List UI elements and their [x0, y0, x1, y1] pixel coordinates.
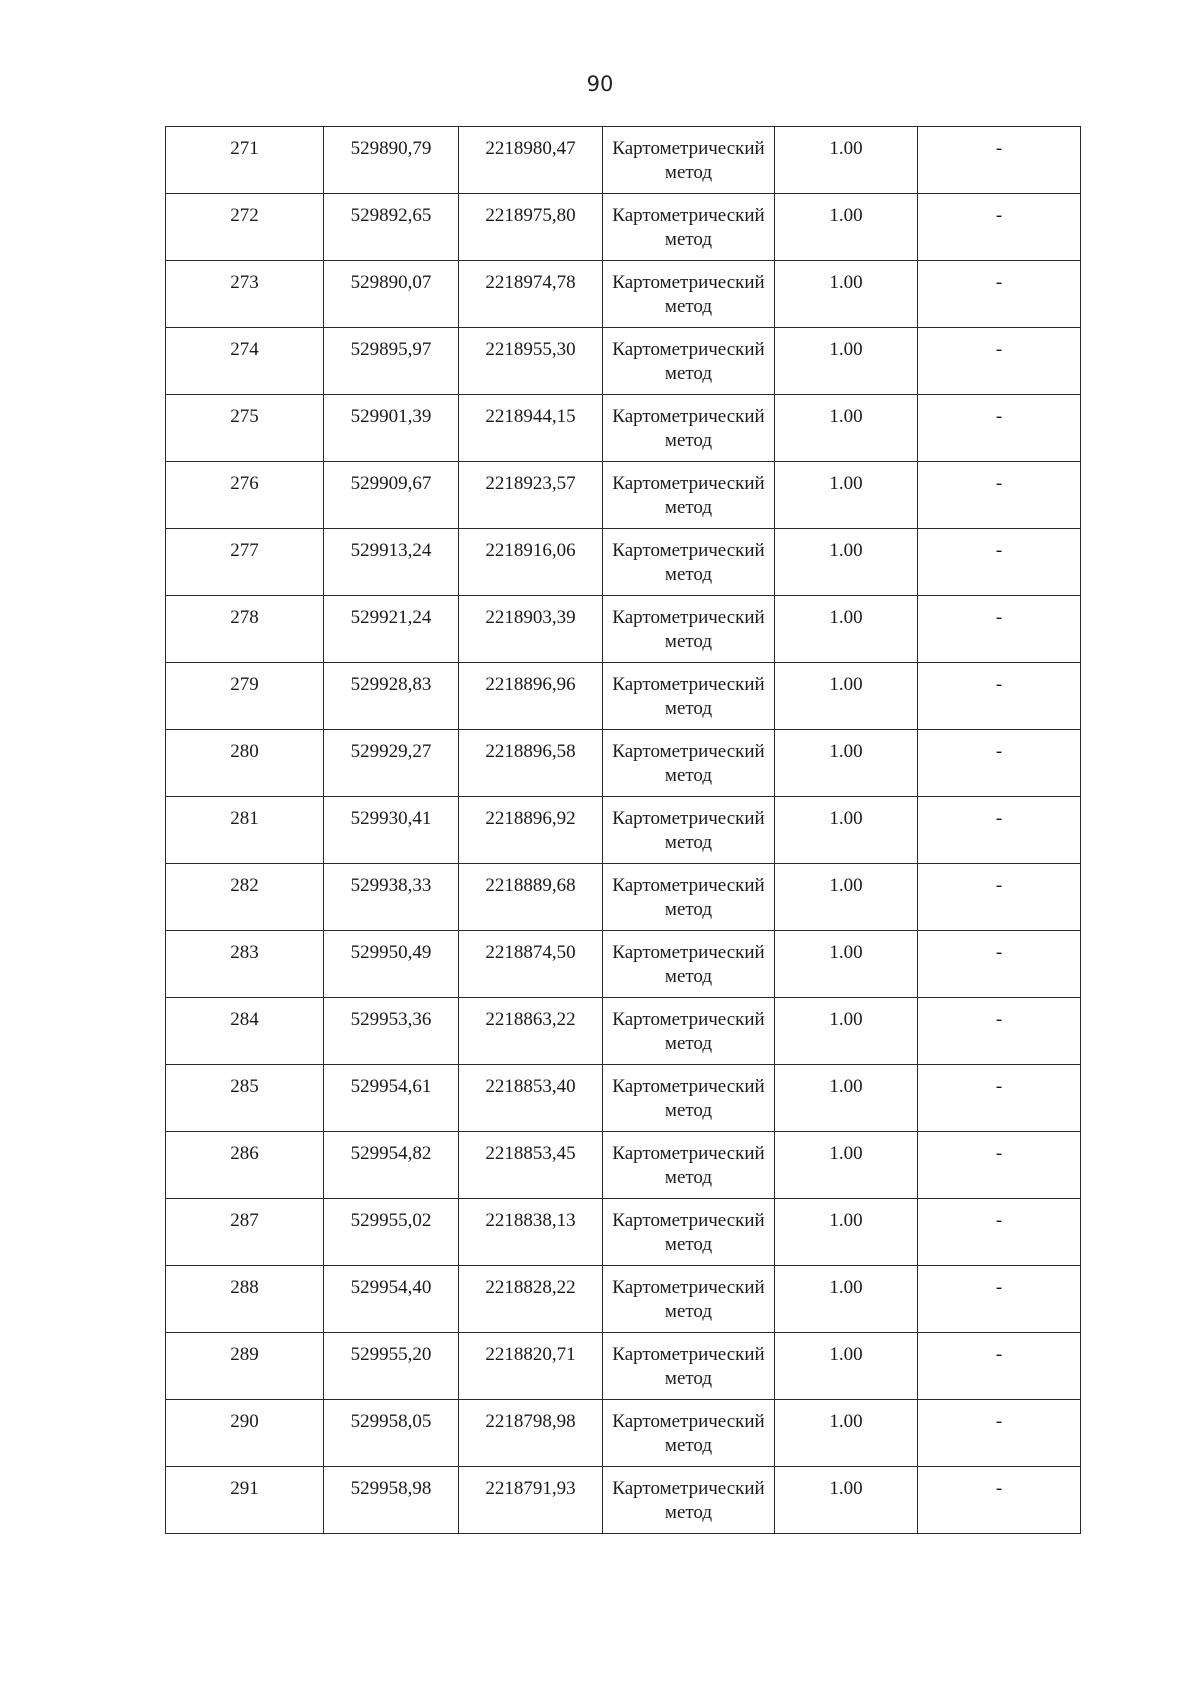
x-coordinate-cell: 529930,41: [324, 797, 459, 864]
accuracy-cell: 1.00: [775, 931, 918, 998]
description-cell: -: [918, 1065, 1081, 1132]
accuracy-cell: 1.00: [775, 864, 918, 931]
description-cell: -: [918, 797, 1081, 864]
point-number-cell: 282: [166, 864, 324, 931]
x-coordinate-cell: 529954,40: [324, 1266, 459, 1333]
table-row: [166, 864, 1081, 931]
page-number: 90: [586, 72, 614, 96]
point-number-cell: 271: [166, 127, 324, 194]
accuracy-cell: 1.00: [775, 529, 918, 596]
x-coordinate-cell: 529958,05: [324, 1400, 459, 1467]
method-cell: Картометрический метод: [603, 1333, 775, 1400]
y-coordinate-cell: 2218828,22: [459, 1266, 603, 1333]
x-coordinate-cell: 529954,61: [324, 1065, 459, 1132]
table-row: [166, 596, 1081, 663]
accuracy-cell: 1.00: [775, 730, 918, 797]
accuracy-cell: 1.00: [775, 328, 918, 395]
y-coordinate-cell: 2218863,22: [459, 998, 603, 1065]
y-coordinate-cell: 2218923,57: [459, 462, 603, 529]
accuracy-cell: 1.00: [775, 663, 918, 730]
table-row: [166, 931, 1081, 998]
y-coordinate-cell: 2218798,98: [459, 1400, 603, 1467]
table-row: [166, 462, 1081, 529]
point-number-cell: 287: [166, 1199, 324, 1266]
accuracy-cell: 1.00: [775, 1199, 918, 1266]
point-number-cell: 277: [166, 529, 324, 596]
point-number-cell: 290: [166, 1400, 324, 1467]
coordinates-table: [165, 126, 1081, 1534]
x-coordinate-cell: 529958,98: [324, 1467, 459, 1534]
accuracy-cell: 1.00: [775, 1065, 918, 1132]
y-coordinate-cell: 2218791,93: [459, 1467, 603, 1534]
method-cell: Картометрический метод: [603, 864, 775, 931]
y-coordinate-cell: 2218896,58: [459, 730, 603, 797]
point-number-cell: 286: [166, 1132, 324, 1199]
x-coordinate-cell: 529909,67: [324, 462, 459, 529]
point-number-cell: 273: [166, 261, 324, 328]
description-cell: -: [918, 931, 1081, 998]
y-coordinate-cell: 2218838,13: [459, 1199, 603, 1266]
point-number-cell: 284: [166, 998, 324, 1065]
x-coordinate-cell: 529928,83: [324, 663, 459, 730]
y-coordinate-cell: 2218974,78: [459, 261, 603, 328]
table-row: [166, 998, 1081, 1065]
y-coordinate-cell: 2218980,47: [459, 127, 603, 194]
method-cell: Картометрический метод: [603, 1266, 775, 1333]
point-number-cell: 274: [166, 328, 324, 395]
accuracy-cell: 1.00: [775, 194, 918, 261]
description-cell: -: [918, 1199, 1081, 1266]
description-cell: -: [918, 529, 1081, 596]
description-cell: -: [918, 1333, 1081, 1400]
point-number-cell: 275: [166, 395, 324, 462]
y-coordinate-cell: 2218955,30: [459, 328, 603, 395]
description-cell: -: [918, 328, 1081, 395]
x-coordinate-cell: 529950,49: [324, 931, 459, 998]
accuracy-cell: 1.00: [775, 395, 918, 462]
y-coordinate-cell: 2218853,45: [459, 1132, 603, 1199]
y-coordinate-cell: 2218944,15: [459, 395, 603, 462]
x-coordinate-cell: 529892,65: [324, 194, 459, 261]
accuracy-cell: 1.00: [775, 1467, 918, 1534]
accuracy-cell: 1.00: [775, 1333, 918, 1400]
point-number-cell: 278: [166, 596, 324, 663]
x-coordinate-cell: 529895,97: [324, 328, 459, 395]
method-cell: Картометрический метод: [603, 797, 775, 864]
point-number-cell: 279: [166, 663, 324, 730]
table-row: [166, 1065, 1081, 1132]
y-coordinate-cell: 2218820,71: [459, 1333, 603, 1400]
point-number-cell: 281: [166, 797, 324, 864]
method-cell: Картометрический метод: [603, 127, 775, 194]
x-coordinate-cell: 529890,07: [324, 261, 459, 328]
y-coordinate-cell: 2218853,40: [459, 1065, 603, 1132]
table-row: [166, 194, 1081, 261]
description-cell: -: [918, 596, 1081, 663]
table-row: [166, 1400, 1081, 1467]
method-cell: Картометрический метод: [603, 395, 775, 462]
y-coordinate-cell: 2218903,39: [459, 596, 603, 663]
x-coordinate-cell: 529890,79: [324, 127, 459, 194]
method-cell: Картометрический метод: [603, 1199, 775, 1266]
table-row: [166, 529, 1081, 596]
accuracy-cell: 1.00: [775, 261, 918, 328]
coordinates-table-body: [166, 127, 1081, 1534]
table-row: [166, 663, 1081, 730]
accuracy-cell: 1.00: [775, 1400, 918, 1467]
point-number-cell: 289: [166, 1333, 324, 1400]
point-number-cell: 291: [166, 1467, 324, 1534]
x-coordinate-cell: 529954,82: [324, 1132, 459, 1199]
y-coordinate-cell: 2218975,80: [459, 194, 603, 261]
x-coordinate-cell: 529901,39: [324, 395, 459, 462]
point-number-cell: 288: [166, 1266, 324, 1333]
method-cell: Картометрический метод: [603, 998, 775, 1065]
x-coordinate-cell: 529913,24: [324, 529, 459, 596]
description-cell: -: [918, 998, 1081, 1065]
accuracy-cell: 1.00: [775, 127, 918, 194]
method-cell: Картометрический метод: [603, 1132, 775, 1199]
accuracy-cell: 1.00: [775, 797, 918, 864]
method-cell: Картометрический метод: [603, 1400, 775, 1467]
table-row: [166, 1467, 1081, 1534]
description-cell: -: [918, 462, 1081, 529]
accuracy-cell: 1.00: [775, 1132, 918, 1199]
y-coordinate-cell: 2218896,92: [459, 797, 603, 864]
description-cell: -: [918, 395, 1081, 462]
description-cell: -: [918, 194, 1081, 261]
description-cell: -: [918, 864, 1081, 931]
accuracy-cell: 1.00: [775, 596, 918, 663]
table-row: [166, 395, 1081, 462]
table-row: [166, 328, 1081, 395]
table-row: [166, 1266, 1081, 1333]
description-cell: -: [918, 1266, 1081, 1333]
description-cell: -: [918, 1400, 1081, 1467]
method-cell: Картометрический метод: [603, 663, 775, 730]
x-coordinate-cell: 529921,24: [324, 596, 459, 663]
point-number-cell: 285: [166, 1065, 324, 1132]
method-cell: Картометрический метод: [603, 529, 775, 596]
table-row: [166, 1199, 1081, 1266]
x-coordinate-cell: 529938,33: [324, 864, 459, 931]
accuracy-cell: 1.00: [775, 462, 918, 529]
x-coordinate-cell: 529955,20: [324, 1333, 459, 1400]
method-cell: Картометрический метод: [603, 194, 775, 261]
point-number-cell: 272: [166, 194, 324, 261]
table-row: [166, 1132, 1081, 1199]
y-coordinate-cell: 2218889,68: [459, 864, 603, 931]
y-coordinate-cell: 2218874,50: [459, 931, 603, 998]
point-number-cell: 276: [166, 462, 324, 529]
method-cell: Картометрический метод: [603, 596, 775, 663]
table-row: [166, 1333, 1081, 1400]
x-coordinate-cell: 529929,27: [324, 730, 459, 797]
point-number-cell: 283: [166, 931, 324, 998]
description-cell: -: [918, 127, 1081, 194]
method-cell: Картометрический метод: [603, 261, 775, 328]
point-number-cell: 280: [166, 730, 324, 797]
description-cell: -: [918, 1467, 1081, 1534]
description-cell: -: [918, 663, 1081, 730]
table-row: [166, 127, 1081, 194]
table-row: [166, 797, 1081, 864]
method-cell: Картометрический метод: [603, 1467, 775, 1534]
accuracy-cell: 1.00: [775, 1266, 918, 1333]
description-cell: -: [918, 1132, 1081, 1199]
table-row: [166, 730, 1081, 797]
method-cell: Картометрический метод: [603, 328, 775, 395]
description-cell: -: [918, 261, 1081, 328]
y-coordinate-cell: 2218916,06: [459, 529, 603, 596]
x-coordinate-cell: 529955,02: [324, 1199, 459, 1266]
description-cell: -: [918, 730, 1081, 797]
method-cell: Картометрический метод: [603, 730, 775, 797]
y-coordinate-cell: 2218896,96: [459, 663, 603, 730]
method-cell: Картометрический метод: [603, 931, 775, 998]
table-row: [166, 261, 1081, 328]
method-cell: Картометрический метод: [603, 462, 775, 529]
accuracy-cell: 1.00: [775, 998, 918, 1065]
method-cell: Картометрический метод: [603, 1065, 775, 1132]
x-coordinate-cell: 529953,36: [324, 998, 459, 1065]
